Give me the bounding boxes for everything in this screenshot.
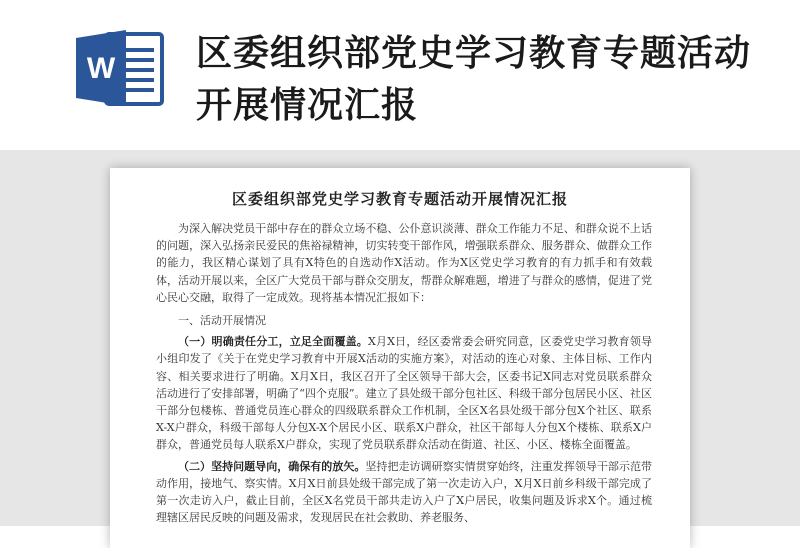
intro-paragraph: 为深入解决党员干部中存在的群众立场不稳、公仆意识淡薄、群众工作能力不足、和群众说不上话的问题，深入弘扬亲民爱民的焦裕禄精神，切实转变干部作风，增强联系群众、服务群众、做群众工作的能力，我区精心谋划了具有X特色的自选动作X活动。作为X区党史学习教育的有力抓手和有效载体，活动开展以来，全区广大党员干部与群众交朋友，帮群众解难题，增进了与群众的感情，促进了党心民心交融，取得了一定成效。现将基本情况汇报如下： <box>156 222 652 304</box>
item-paragraph-1 <box>156 333 652 453</box>
item-lead-2: （二）坚持问题导向，确保有的放矢。 <box>178 459 366 473</box>
section-heading: 一、活动开展情况 <box>178 314 266 328</box>
document-title: 区委组织部党史学习教育专题活动开展情况汇报 <box>231 190 568 208</box>
word-icon-letter: W <box>86 52 116 85</box>
item-lead-1: （一）明确责任分工，立足全面覆盖。 <box>178 335 368 349</box>
document-body <box>156 220 652 526</box>
document-page <box>110 168 690 548</box>
item-paragraph-2 <box>156 458 652 527</box>
page-title: 区委组织部党史学习教育专题活动开展情况汇报 <box>196 33 752 126</box>
header <box>0 0 800 150</box>
item-text-2: 坚持把走访调研察实情贯穿始终，注重发挥领导干部示范带动作用，接地气、察实情。X月X日前县处级干部完成了第一次走访入户，X月X日前乡科级干部完成了第一次走访入户，截止目前，全区X名党员干部共走访入户了X户居民，收集问题及诉求X个。通过梳理辖区居民反映的问题及需求，发现居民在社会救助、养老服务、 <box>156 459 652 525</box>
item-text-1: X月X日，经区委常委会研究同意，区委党史学习教育领导小组印发了《关于在党史学习教育中开展X活动的实施方案》，对活动的连心对象、主体目标、工作内容、相关要求进行了明确。X月X日，我区召开了全区领导干部大会，区委书记X同志对党员联系群众活动进行了安排部署，明确了“四个克服”。建立了县处级干部分包社区、科级干部分包居民小区、社区干部分包楼栋、普通党员连心群众的四级联系群众工作机制，全区X名县处级干部分包X个社区、联系X-X户群众，科级干部每人分包X-X个居民小区、联系X户群众，社区干部每人分包X个楼栋、联系X户群众，普通党员每人联系X户群众，实现了党员联系群众活动在街道、社区、小区、楼栋全面覆盖。 <box>156 335 652 452</box>
word-doc-icon <box>72 26 168 110</box>
